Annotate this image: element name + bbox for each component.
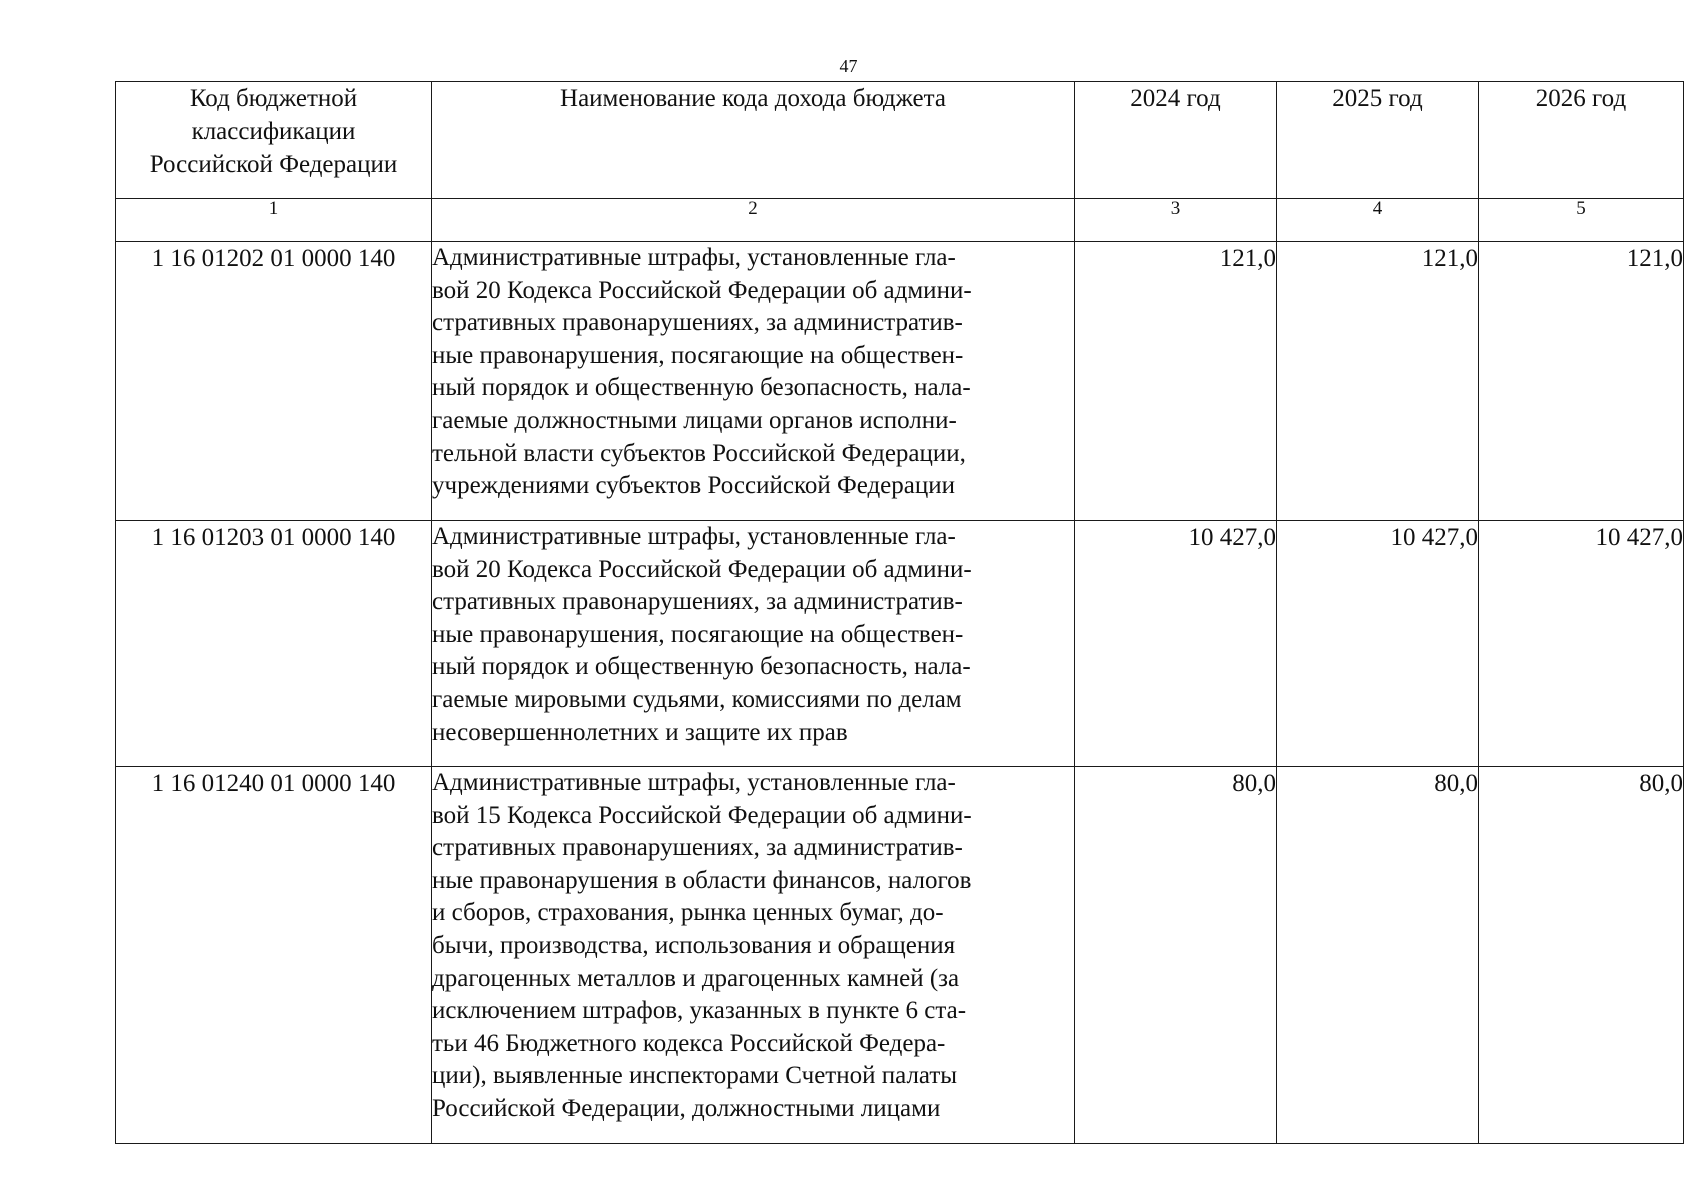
income-name-line: стративных правонарушениях, за административ- [432,309,963,337]
income-name-line: ные правонарушения, посягающие на обществен- [432,620,964,648]
value-2025-cell: 10 427,0 [1277,521,1479,767]
income-name-line: и сборов, страхования, рынка ценных бумаг, до- [432,899,944,927]
income-name-line: Административные штрафы, установленные гла- [432,769,956,796]
income-name-line: тьи 46 Бюджетного кодекса Российской Федера- [432,1029,946,1057]
table-header-row [116,82,1684,199]
value-2024-cell: 80,0 [1075,767,1277,1144]
income-name-line: ные правонарушения, посягающие на обществен- [432,341,964,369]
budget-code-cell: 1 16 01203 01 0000 140 [116,521,432,767]
income-name-line: Российской Федерации, должностными лицами [432,1094,941,1122]
income-name-line: ции), выявленные инспекторами Счетной палаты [432,1062,958,1090]
value-2025-cell: 121,0 [1277,242,1479,521]
column-number: 1 [116,199,432,242]
column-number: 2 [432,199,1075,242]
column-number: 5 [1479,199,1684,242]
budget-code-cell: 1 16 01202 01 0000 140 [116,242,432,521]
table-row [116,521,1684,767]
header-budget-code [116,82,432,199]
budget-income-table [115,81,1684,1144]
income-name-line: Административные штрафы, установленные гла- [432,523,956,550]
income-name-line: ные правонарушения в области финансов, налогов [432,866,972,894]
income-name-line: бычи, производства, использования и обращения [432,931,956,959]
income-name-line: вой 20 Кодекса Российской Федерации об админи- [432,555,972,583]
header-income-name: Наименование кода дохода бюджета [432,82,1075,199]
table-row [116,767,1684,1144]
header-year-2025: 2025 год [1277,82,1479,199]
column-number: 3 [1075,199,1277,242]
income-name-line: стративных правонарушениях, за административ- [432,588,963,616]
income-name-cell [432,521,1075,767]
value-2026-cell: 121,0 [1479,242,1684,521]
header-budget-code-line: Российской Федерации [149,151,398,178]
value-2025-cell: 80,0 [1277,767,1479,1144]
income-name-line: стративных правонарушениях, за административ- [432,834,963,862]
header-budget-code-line: классификации [191,118,356,145]
value-2024-cell: 121,0 [1075,242,1277,521]
income-name-line: ный порядок и общественную безопасность, нала- [432,653,971,681]
column-number: 4 [1277,199,1479,242]
income-name-line: драгоценных металлов и драгоценных камней (за [432,964,960,992]
income-name-line: исключением штрафов, указанных в пункте 6 ста- [432,997,967,1025]
header-year-2026: 2026 год [1479,82,1684,199]
income-name-line: гаемые должностными лицами органов исполни- [432,406,957,434]
value-2026-cell: 80,0 [1479,767,1684,1144]
income-name-line: несовершеннолетних и защите их прав [432,718,848,746]
income-name-cell [432,242,1075,521]
table-row [116,242,1684,521]
income-name-line: Административные штрафы, установленные гла- [432,244,956,271]
header-year-2024: 2024 год [1075,82,1277,199]
value-2024-cell: 10 427,0 [1075,521,1277,767]
header-budget-code-line: Код бюджетной [189,85,358,112]
budget-code-cell: 1 16 01240 01 0000 140 [116,767,432,1144]
column-number-row [116,199,1684,242]
income-name-line: вой 20 Кодекса Российской Федерации об админи- [432,276,972,304]
income-name-cell [432,767,1075,1144]
income-name-line: ный порядок и общественную безопасность, нала- [432,374,971,402]
income-name-line: учреждениями субъектов Российской Федерации [432,472,956,500]
value-2026-cell: 10 427,0 [1479,521,1684,767]
income-name-line: тельной власти субъектов Российской Федерации, [432,439,966,467]
income-name-line: гаемые мировыми судьями, комиссиями по делам [432,685,962,713]
page-number: 47 [839,56,858,76]
income-name-line: вой 15 Кодекса Российской Федерации об админи- [432,801,972,829]
